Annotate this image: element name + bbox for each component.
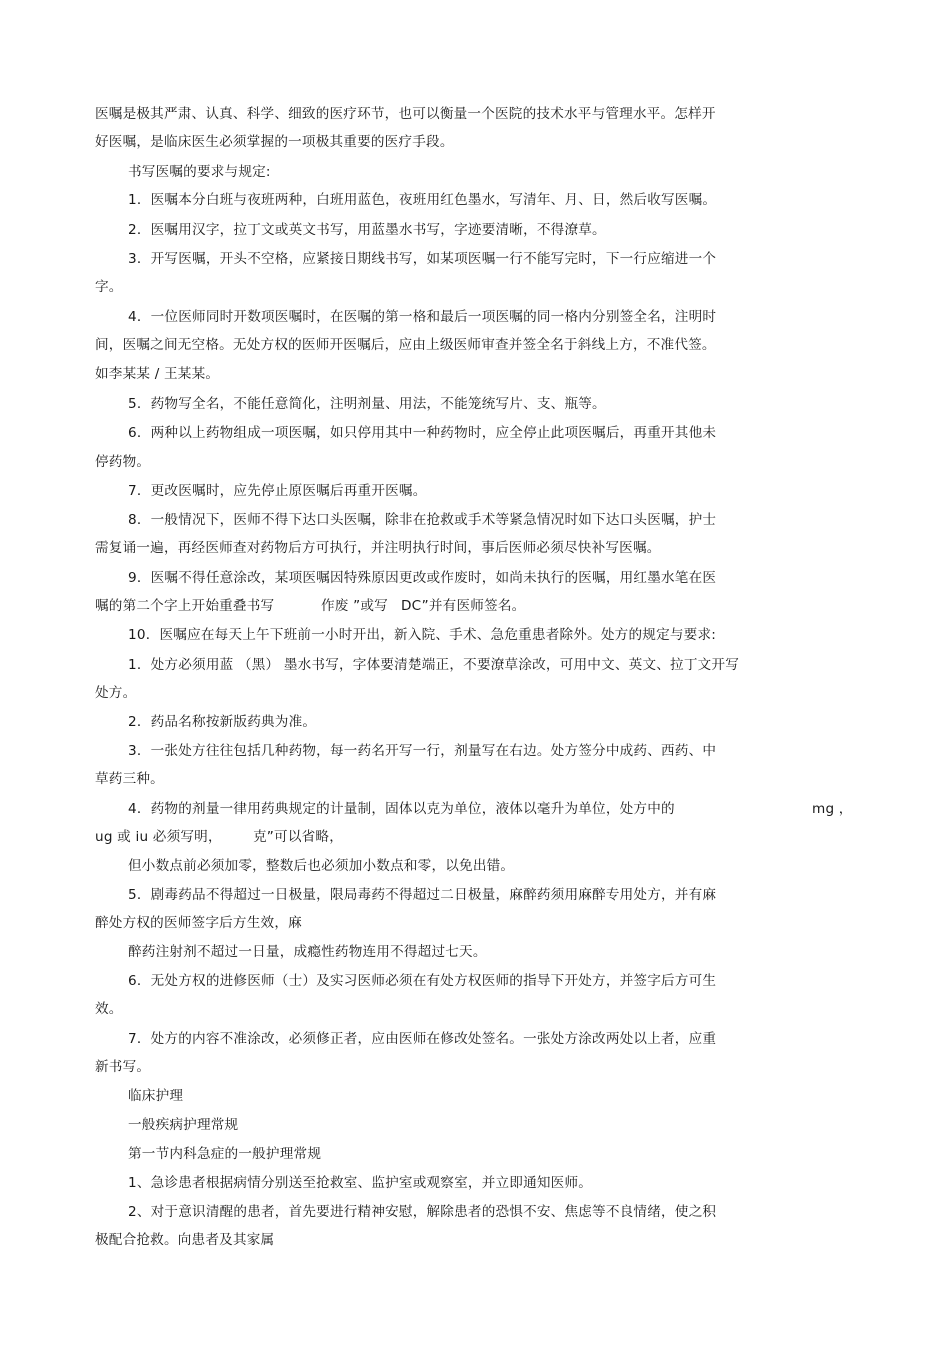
text-line: 2、对于意识清醒的患者，首先要进行精神安慰，解除患者的恐惧不安、焦虑等不良情绪，使之积 [128,1204,717,1220]
section-heading: 第一节内科急症的一般护理常规 [128,1146,322,1162]
text-line: 如李某某 / 王某某。 [95,366,220,382]
text-line: 草药三种。 [95,771,164,787]
text-line: 间，医嘱之间无空格。无处方权的医师开医嘱后，应由上级医师审查并签全名于斜线上方，不准代签。 [95,337,716,353]
text-line: 停药物。 [95,454,151,470]
text-line: 3．一张处方往往包括几种药物，每一药名开写一行，剂量写在右边。处方签分中成药、西药、中 [128,743,717,759]
text-line: 字。 [95,279,123,295]
text-line: 7．更改医嘱时，应先停止原医嘱后再重开医嘱。 [128,483,427,499]
text-line: 7．处方的内容不准涂改，必须修正者，应由医师在修改处签名。一张处方涂改两处以上者，应重 [128,1031,717,1047]
text-fragment: DC”并有医师签名。 [401,598,526,614]
text-line: 但小数点前必须加零，整数后也必须加小数点和零，以免出错。 [128,858,515,874]
text-line: 4．一位医师同时开数项医嘱时，在医嘱的第一格和最后一项医嘱的同一格内分别签全名，注明时 [128,309,717,325]
text-line: 需复诵一遍，再经医师查对药物后方可执行，并注明执行时间，事后医师必须尽快补写医嘱。 [95,540,661,556]
text-line: 10．医嘱应在每天上午下班前一小时开出，新入院、手术、急危重患者除外。处方的规定与要求: [128,627,717,643]
text-line: 医嘱是极其严肃、认真、科学、细致的医疗环节，也可以衡量一个医院的技术水平与管理水平。怎样开 [95,106,716,122]
section-heading: 书写医嘱的要求与规定: [128,164,271,180]
text-fragment: 克”可以省略， [253,829,344,845]
text-line: 极配合抢救。向患者及其家属 [95,1232,275,1248]
text-line: 1．医嘱本分白班与夜班两种，白班用蓝色，夜班用红色墨水，写清年、月、日，然后收写医嘱。 [128,192,717,208]
text-line: 1、急诊患者根据病情分别送至抢救室、监护室或观察室，并立即通知医师。 [128,1175,593,1191]
section-heading: 临床护理 [128,1088,184,1104]
text-line: 4．药物的剂量一律用药典规定的计量制，固体以克为单位，液体以毫升为单位，处方中的 [128,801,675,817]
text-line: 5．剧毒药品不得超过一日极量，限局毒药不得超过二日极量，麻醉药须用麻醉专用处方，并有麻 [128,887,717,903]
text-line: 好医嘱，是临床医生必须掌握的一项极其重要的医疗手段。 [95,134,454,150]
text-line: 6．无处方权的进修医师（士）及实习医师必须在有处方权医师的指导下开处方，并签字后方可生 [128,973,717,989]
text-line: 效。 [95,1001,123,1017]
text-line: 2．药品名称按新版药典为准。 [128,714,317,730]
text-line: 新书写。 [95,1059,151,1075]
text-line: 处方。 [95,685,137,701]
text-line: 2．医嘱用汉字，拉丁文或英文书写，用蓝墨水书写，字迹要清晰，不得潦草。 [128,222,606,238]
text-line: 8．一般情况下，医师不得下达口头医嘱，除非在抢救或手术等紧急情况时如下达口头医嘱，护士 [128,512,717,528]
text-line: 5．药物写全名，不能任意简化，注明剂量、用法，不能笼统写片、支、瓶等。 [128,396,606,412]
text-line: 醉处方权的医师签字后方生效，麻 [95,915,302,931]
text-fragment: 作废 ”或写 [321,598,388,614]
text-line: ug 或 iu 必须写明， [95,829,222,845]
text-line: 9．医嘱不得任意涂改，某项医嘱因特殊原因更改或作废时，如尚未执行的医嘱，用红墨水笔在医 [128,570,717,586]
text-fragment: mg ， [812,801,853,817]
text-line: 嘱的第二个字上开始重叠书写 [95,598,275,614]
text-line: 醉药注射剂不超过一日量，成瘾性药物连用不得超过七天。 [128,944,487,960]
text-line: 1．处方必须用蓝 （黑） 墨水书写，字体要清楚端正，不要潦草涂改，可用中文、英文、拉丁文开写 [128,657,740,673]
section-heading: 一般疾病护理常规 [128,1117,239,1133]
text-line: 3．开写医嘱，开头不空格，应紧接日期线书写，如某项医嘱一行不能写完时，下一行应缩进一个 [128,251,717,267]
text-line: 6．两种以上药物组成一项医嘱，如只停用其中一种药物时，应全停止此项医嘱后，再重开其他未 [128,425,717,441]
